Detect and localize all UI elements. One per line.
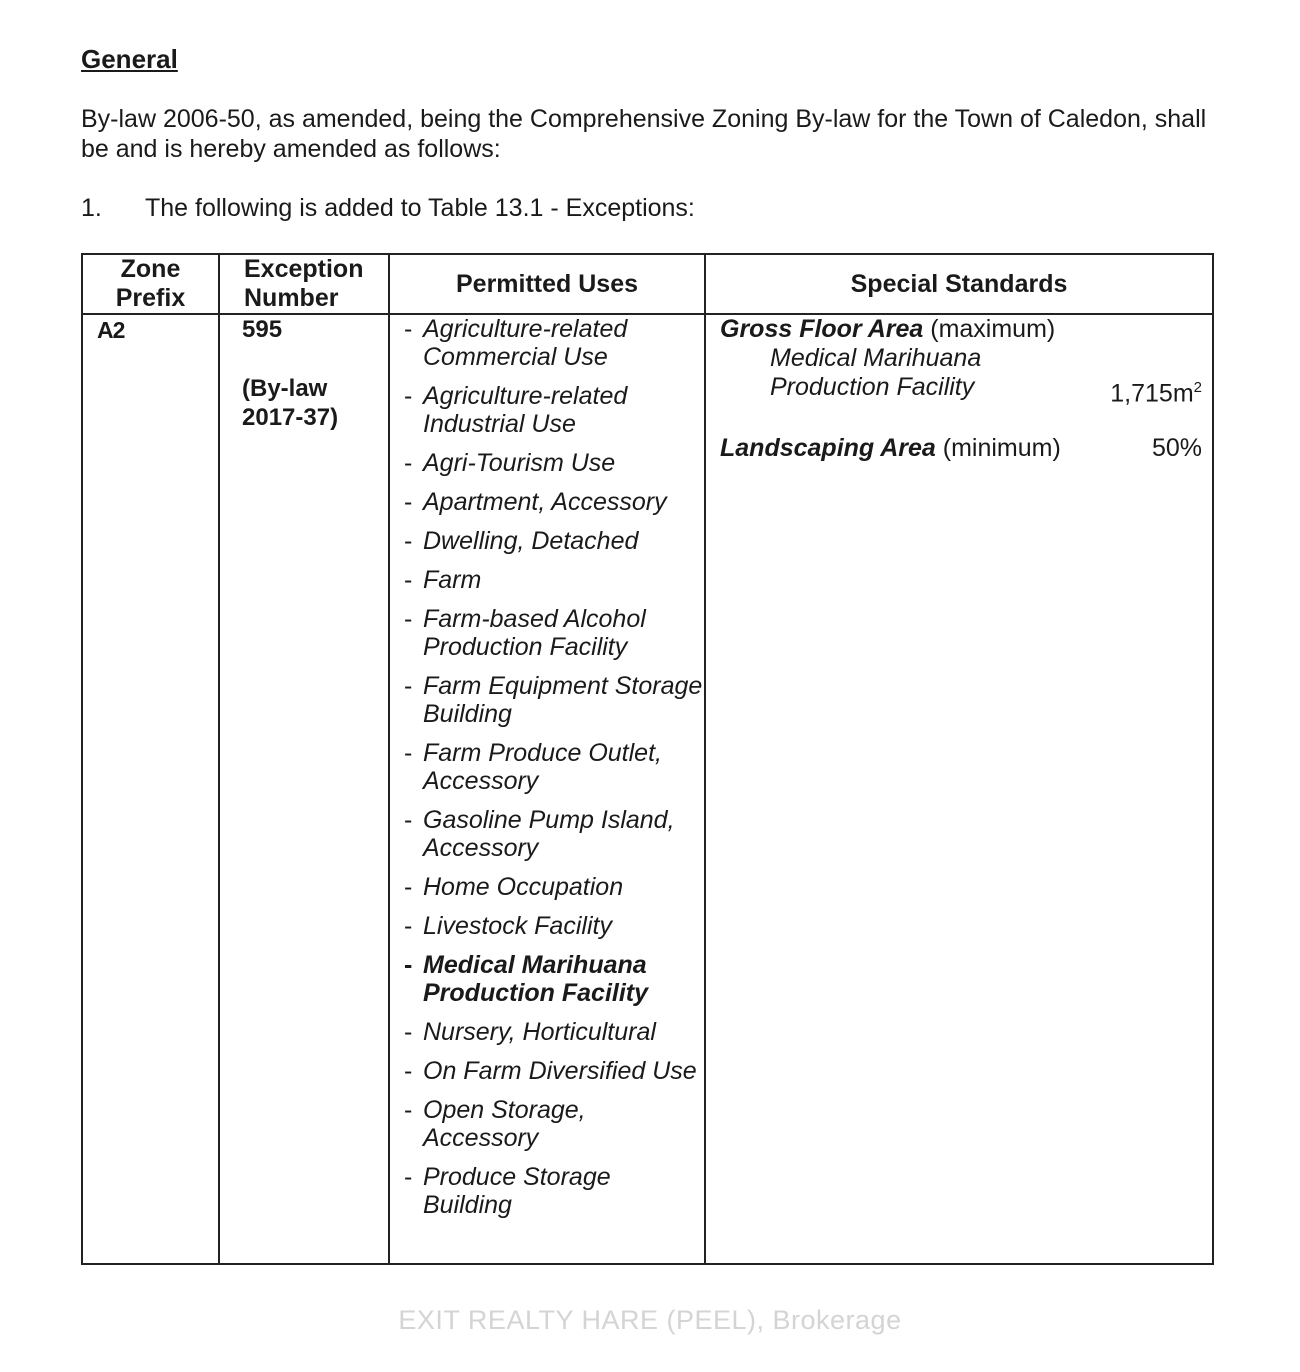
gfa-heading bbox=[720, 315, 1202, 344]
header-special-standards: Special Standards bbox=[705, 254, 1213, 314]
permitted-use-item: -Dwelling, Detached bbox=[404, 527, 639, 555]
permitted-uses-list bbox=[390, 315, 704, 1219]
intro-paragraph: By-law 2006-50, as amended, being the Comprehensive Zoning By-law for the Town of Caledon, shall be and is hereby amended as follows: bbox=[81, 105, 1207, 163]
permitted-use-item: -Agriculture-related Commercial Use bbox=[404, 315, 628, 371]
table-row bbox=[82, 314, 1213, 1264]
landscaping-qualifier: (minimum) bbox=[942, 434, 1061, 463]
zone-prefix-cell bbox=[82, 314, 219, 1264]
permitted-use-item: -Livestock Facility bbox=[404, 912, 612, 940]
exception-number-value: 595 bbox=[242, 316, 283, 343]
permitted-use-item: -Open Storage, Accessory bbox=[404, 1096, 586, 1152]
permitted-use-item: -Produce Storage Building bbox=[404, 1163, 611, 1219]
gfa-sub-line1: Medical Marihuana bbox=[770, 344, 982, 372]
exception-number-cell bbox=[219, 314, 389, 1264]
gfa-label: Gross Floor Area bbox=[720, 315, 924, 343]
table-header-row bbox=[82, 254, 1213, 314]
permitted-use-item: -Farm bbox=[404, 566, 482, 594]
permitted-use-item: -Agri-Tourism Use bbox=[404, 449, 616, 477]
gfa-sub-line2: Production Facility bbox=[770, 373, 975, 401]
header-exception-number: Exception Number bbox=[219, 254, 389, 314]
bylaw-reference: (By-law 2017-37) bbox=[242, 375, 339, 431]
permitted-use-item: -On Farm Diversified Use bbox=[404, 1057, 697, 1085]
permitted-use-item: -Apartment, Accessory bbox=[404, 488, 667, 516]
permitted-use-item: -Nursery, Horticultural bbox=[404, 1018, 656, 1046]
item-number: 1. bbox=[81, 194, 102, 222]
permitted-use-item: -Home Occupation bbox=[404, 873, 624, 901]
permitted-use-item: -Farm-based Alcohol Production Facility bbox=[404, 605, 646, 661]
special-standards bbox=[706, 315, 1212, 463]
item-text: The following is added to Table 13.1 - Exceptions: bbox=[145, 194, 695, 222]
permitted-use-item: -Gasoline Pump Island, Accessory bbox=[404, 806, 675, 862]
permitted-uses-cell bbox=[389, 314, 705, 1264]
landscaping-label: Landscaping Area bbox=[720, 434, 936, 463]
permitted-use-item: -Agriculture-related Industrial Use bbox=[404, 382, 628, 438]
header-permitted-uses: Permitted Uses bbox=[389, 254, 705, 314]
gfa-value: $1,715m^2$ bbox=[1110, 379, 1202, 408]
landscaping-value: 50% bbox=[1151, 434, 1202, 463]
gfa-unit-superscript: 2 bbox=[1193, 379, 1202, 396]
permitted-use-item: -Farm Produce Outlet, Accessory bbox=[404, 739, 662, 795]
section-heading: General bbox=[81, 44, 178, 74]
amendment-item bbox=[81, 194, 695, 223]
special-standards-cell bbox=[705, 314, 1213, 1264]
permitted-use-item: -Farm Equipment Storage Building bbox=[404, 672, 703, 728]
permitted-use-item: -Medical Marihuana Production Facility bbox=[404, 951, 649, 1007]
watermark: EXIT REALTY HARE (PEEL), Brokerage bbox=[398, 1305, 902, 1335]
exceptions-table bbox=[81, 253, 1214, 1265]
zone-prefix-value: A2 bbox=[97, 317, 125, 343]
header-zone-prefix: Zone Prefix bbox=[82, 254, 219, 314]
gfa-qualifier: (maximum) bbox=[930, 315, 1056, 343]
